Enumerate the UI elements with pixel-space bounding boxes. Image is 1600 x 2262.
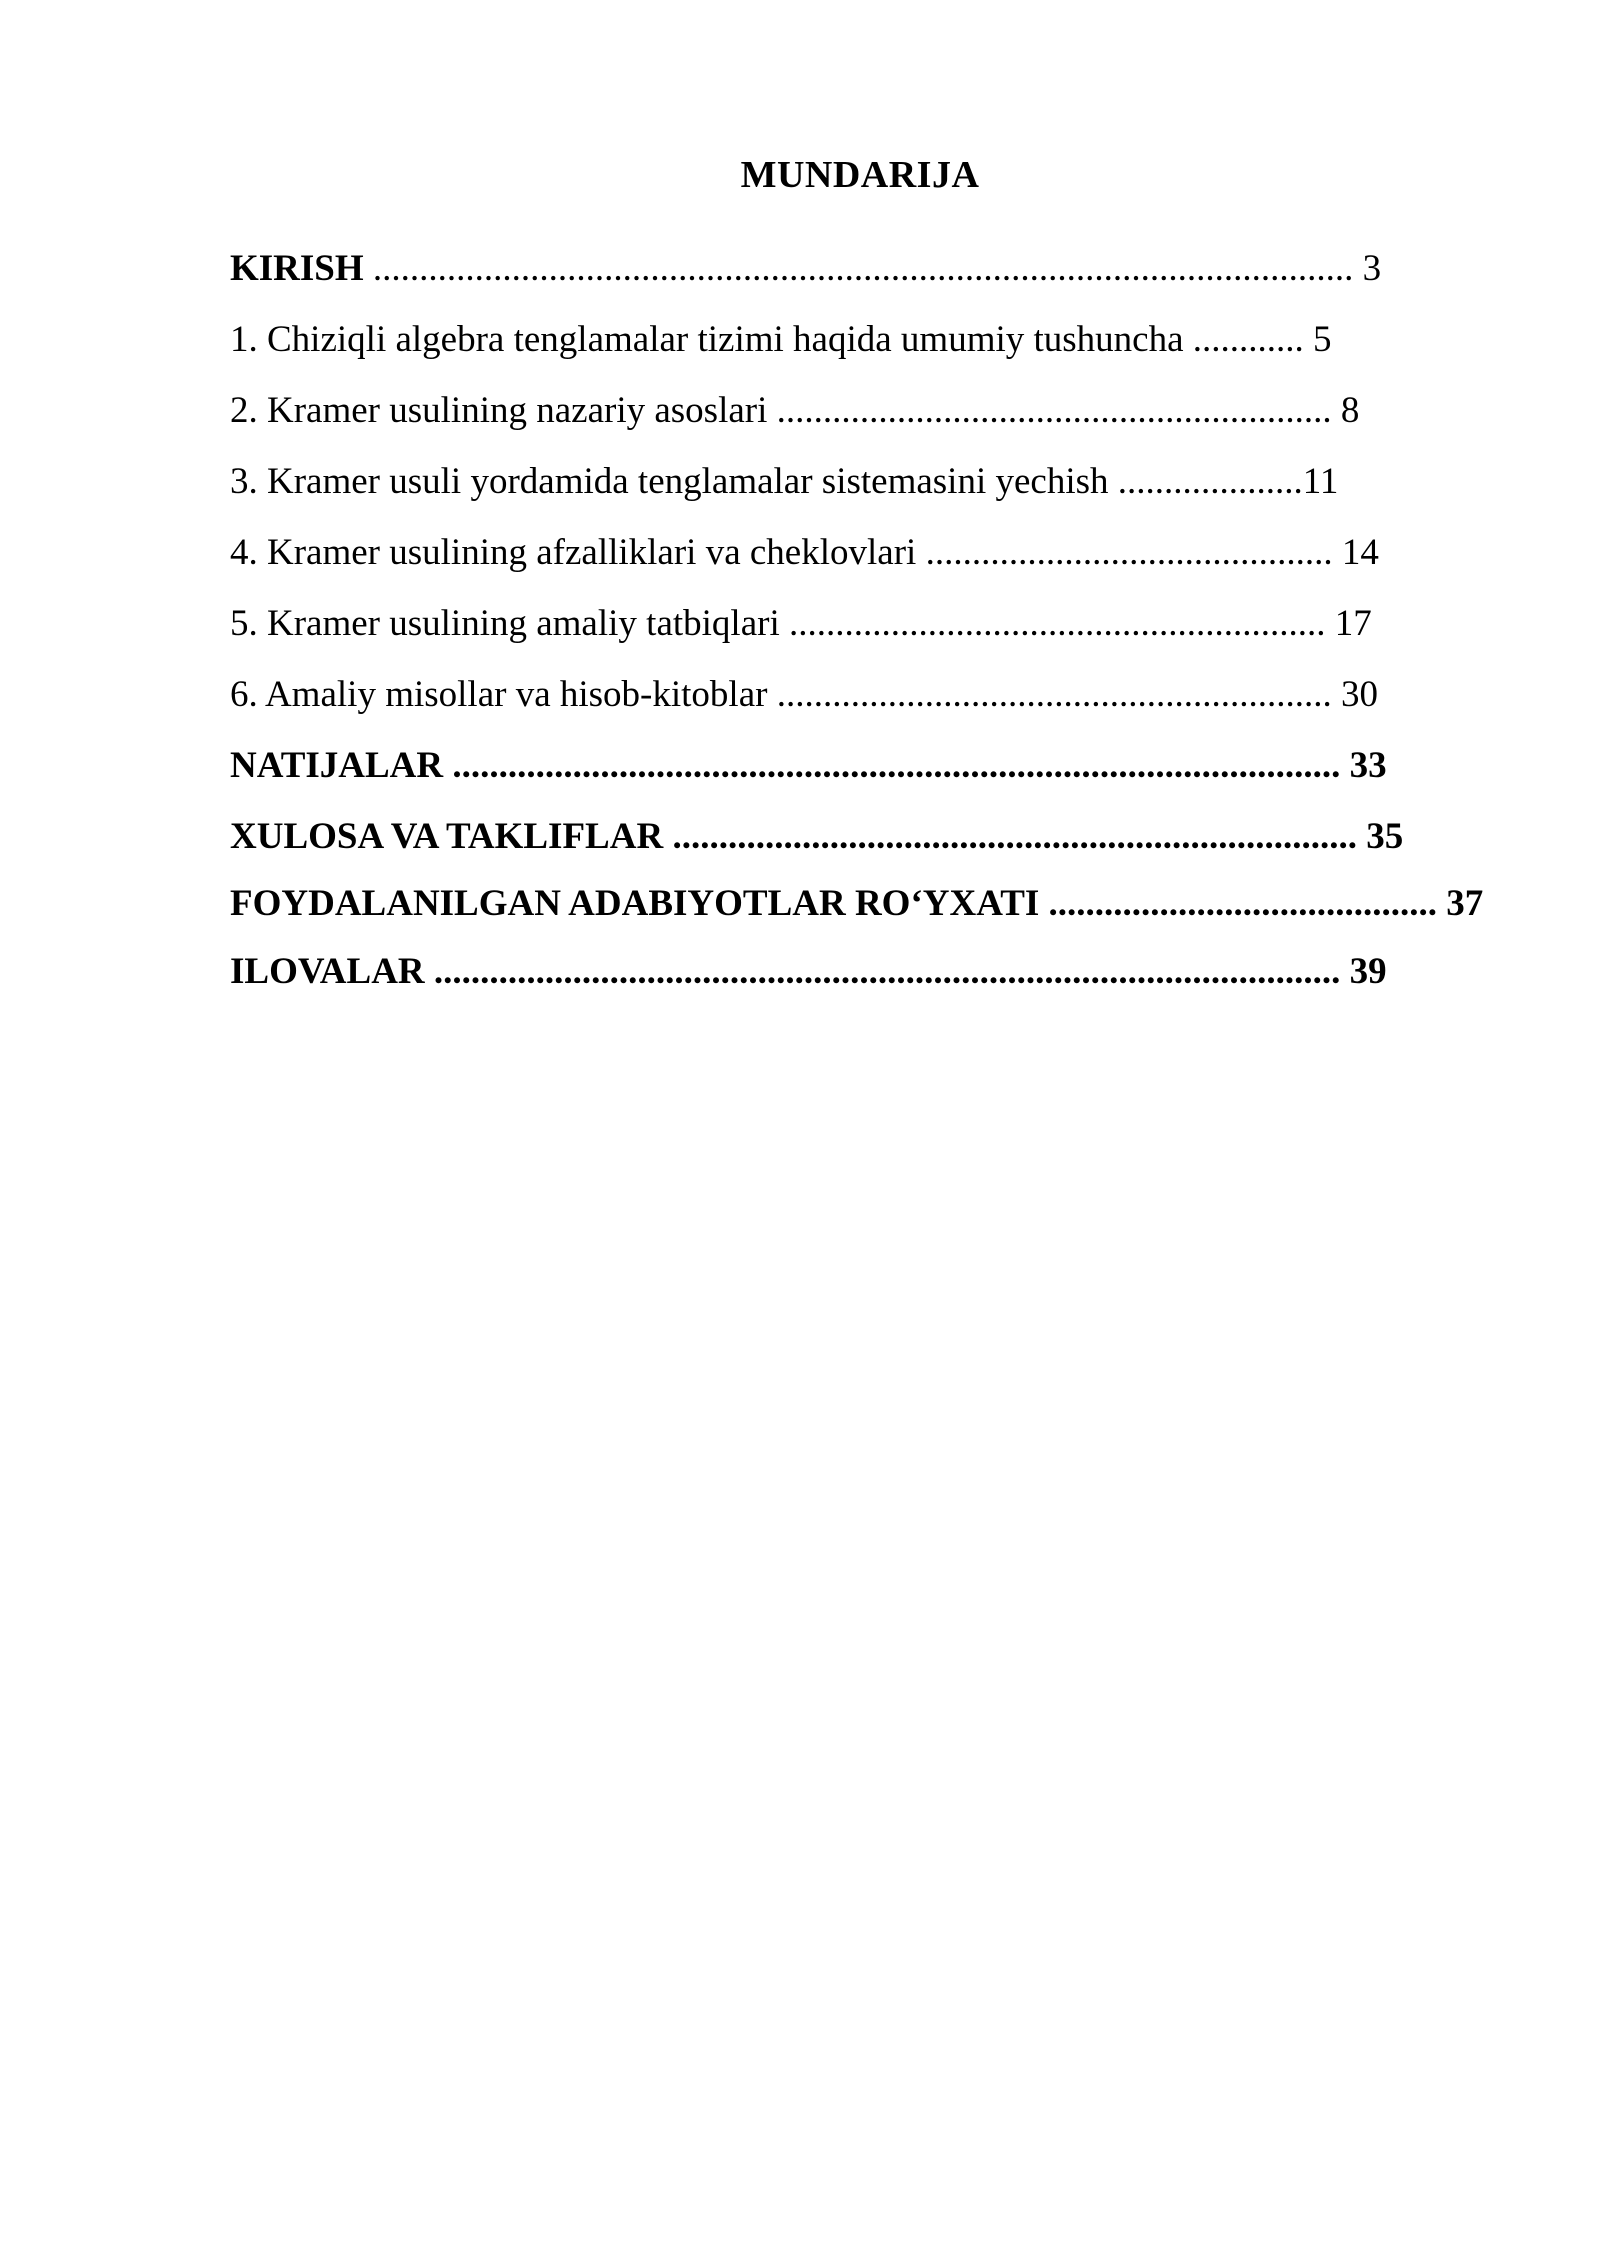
toc-entry-leader: ............................................ <box>916 532 1342 573</box>
toc-entry-page: 8 <box>1340 390 1360 431</box>
toc-entry-section-4 <box>230 517 1490 588</box>
toc-entry-adabiyotlar <box>230 872 1490 936</box>
toc-entry-leader: .......................................................................... <box>663 816 1367 857</box>
toc-entry-leader: ................................................................................................ <box>443 745 1350 786</box>
toc-entry-label: 3. Kramer usuli yordamida tenglamalar sistemasini yechish <box>230 461 1109 502</box>
toc-entry-section-6 <box>230 659 1490 730</box>
toc-entry-leader: .................................................................................................. <box>424 951 1350 992</box>
toc-entry-natijalar <box>230 730 1490 801</box>
table-of-contents <box>230 233 1490 1007</box>
toc-entry-page: 17 <box>1334 603 1372 644</box>
toc-entry-page: 37 <box>1446 883 1484 924</box>
toc-entry-leader: .......................................................... <box>779 603 1335 644</box>
toc-entry-page: 30 <box>1340 674 1378 715</box>
toc-entry-page: 11 <box>1302 461 1339 502</box>
toc-entry-label: ILOVALAR <box>230 951 425 992</box>
toc-entry-section-3 <box>230 446 1490 517</box>
toc-entry-leader: .......................................... <box>1039 883 1447 924</box>
toc-entry-leader: .......................................................................................................... <box>363 248 1363 289</box>
toc-entry-leader: ............ <box>1183 319 1314 360</box>
toc-entry-page: 5 <box>1313 319 1332 360</box>
toc-entry-page: 14 <box>1341 532 1379 573</box>
toc-entry-page: 3 <box>1362 248 1382 289</box>
toc-entry-section-5 <box>230 588 1490 659</box>
toc-entry-label: 2. Kramer usulining nazariy asoslari <box>230 390 768 431</box>
toc-entry-xulosa <box>230 801 1490 872</box>
toc-entry-page: 35 <box>1366 816 1404 857</box>
toc-entry-section-2 <box>230 375 1490 446</box>
toc-entry-label: 4. Kramer usulining afzalliklari va cheklovlari <box>230 532 917 573</box>
toc-entry-page: 33 <box>1349 745 1387 786</box>
toc-entry-leader: .................... <box>1108 461 1303 502</box>
page-title: MUNDARIJA <box>740 154 980 196</box>
toc-entry-label: NATIJALAR <box>230 745 444 786</box>
toc-entry-label: KIRISH <box>230 248 364 289</box>
toc-entry-leader: ............................................................ <box>767 674 1341 715</box>
toc-entry-kirish <box>230 233 1490 304</box>
toc-entry-ilovalar <box>230 936 1490 1007</box>
toc-entry-label: XULOSA VA TAKLIFLAR <box>230 816 664 857</box>
toc-entry-page: 39 <box>1349 951 1387 992</box>
toc-entry-label: 6. Amaliy misollar va hisob-kitoblar <box>230 674 768 715</box>
toc-entry-label: FOYDALANILGAN ADABIYOTLAR RO‘YXATI <box>230 883 1040 924</box>
toc-entry-section-1 <box>230 304 1490 375</box>
toc-entry-leader: ............................................................ <box>767 390 1341 431</box>
toc-entry-label: 5. Kramer usulining amaliy tatbiqlari <box>230 603 780 644</box>
toc-entry-label: 1. Chiziqli algebra tenglamalar tizimi haqida umumiy tushuncha <box>230 319 1184 360</box>
